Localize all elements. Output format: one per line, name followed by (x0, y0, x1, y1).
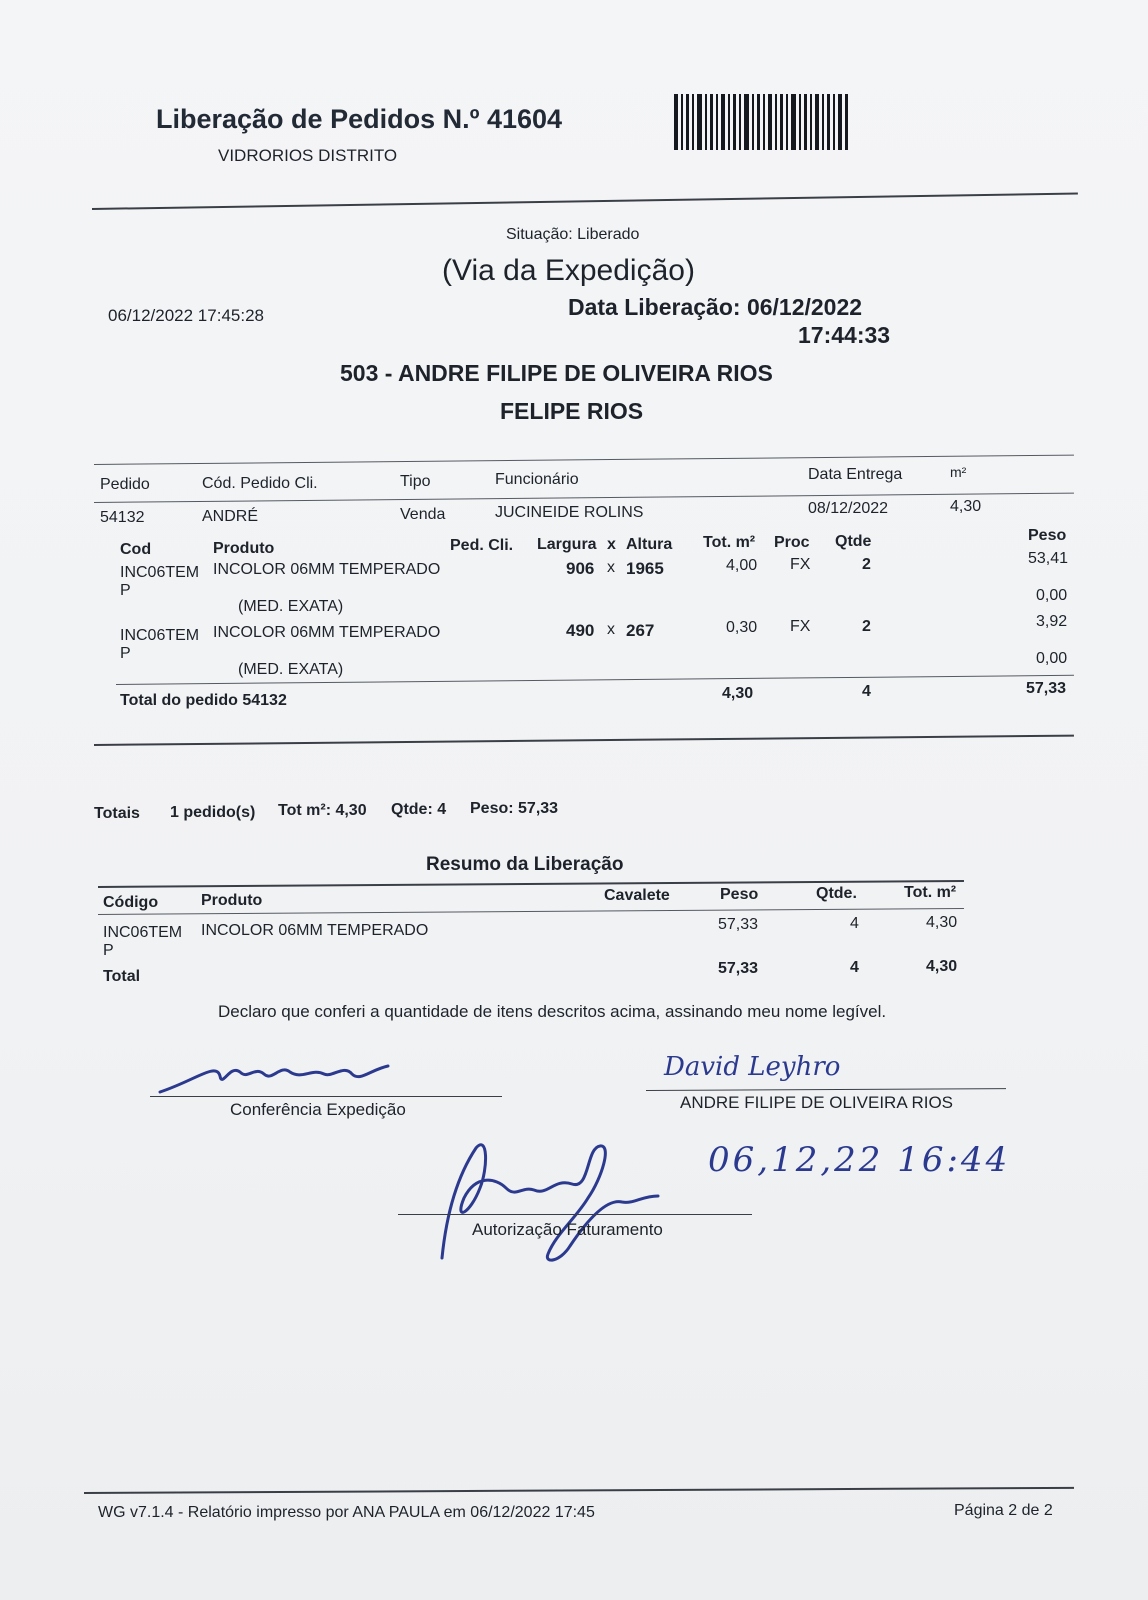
item-altura: 267 (626, 621, 655, 640)
totals-label: Totais (94, 805, 140, 822)
item-peso-extra: 0,00 (1036, 650, 1068, 667)
footer-page-number: Página 2 de 2 (954, 1502, 1053, 1519)
customer-sign-label: ANDRE FILIPE DE OLIVEIRA RIOS (680, 1093, 954, 1112)
summary-codigo-cont: P (103, 942, 114, 959)
summary-produto: INCOLOR 06MM TEMPERADO (201, 922, 429, 939)
header-divider (92, 193, 1078, 210)
order-bottom-rule (94, 735, 1074, 746)
items-col-tot-m2: Tot. m² (703, 534, 756, 551)
footer-rule (84, 1487, 1074, 1494)
conferencia-label: Conferência Expedição (230, 1100, 406, 1119)
order-funcionario: JUCINEIDE ROLINS (495, 504, 644, 521)
col-tipo: Tipo (400, 473, 431, 490)
item-produto: INCOLOR 06MM TEMPERADO (213, 624, 441, 641)
totals-peso: Peso: 57,33 (470, 800, 559, 817)
customer-name: 503 - ANDRE FILIPE DE OLIVEIRA RIOS (340, 360, 773, 386)
order-data-entrega: 08/12/2022 (808, 500, 889, 517)
handwritten-date: 06,12,22 16:44 (708, 1140, 1011, 1180)
print-timestamp: 06/12/2022 17:45:28 (108, 306, 264, 325)
items-col-x: x (607, 536, 616, 553)
conferencia-line (150, 1096, 502, 1097)
col-cod-pedido-cli: Cód. Pedido Cli. (202, 475, 318, 492)
items-col-cod: Cod (120, 541, 152, 558)
item-peso: 53,41 (1028, 550, 1069, 567)
order-m2: 4,30 (950, 498, 982, 515)
customer-sign-line (646, 1088, 1006, 1091)
document-title: Liberação de Pedidos N.º 41604 (156, 104, 563, 134)
totals-pedidos: 1 pedido(s) (170, 804, 256, 821)
item-cod: INC06TEM (120, 627, 200, 644)
order-cod-pedido-cli: ANDRÉ (202, 508, 259, 525)
order-total-peso: 57,33 (1026, 680, 1067, 697)
order-total-qtde: 4 (862, 683, 871, 700)
summary-total-peso: 57,33 (718, 960, 759, 977)
item-x: x (607, 621, 615, 638)
item-proc: FX (790, 618, 811, 635)
summary-total-m2: 4,30 (926, 958, 958, 975)
item-tot-m2: 0,30 (726, 619, 758, 636)
items-col-largura: Largura (537, 536, 597, 553)
item-x: x (607, 559, 615, 576)
item-altura: 1965 (626, 559, 664, 578)
via-label: (Via da Expedição) (442, 254, 695, 287)
conferencia-signature (156, 1050, 406, 1100)
autorizacao-line (398, 1214, 752, 1215)
order-pedido: 54132 (100, 509, 145, 526)
col-funcionario: Funcionário (495, 471, 579, 488)
item-largura: 906 (566, 559, 595, 578)
summary-peso: 57,33 (718, 916, 759, 933)
summary-title: Resumo da Liberação (426, 854, 624, 875)
status-text: Situação: Liberado (506, 226, 640, 243)
summary-col-qtde: Qtde. (816, 885, 857, 902)
summary-col-produto: Produto (201, 892, 263, 909)
footer-report-info: WG v7.1.4 - Relatório impresso por ANA PAULA em 06/12/2022 17:45 (98, 1504, 595, 1521)
barcode (674, 94, 848, 150)
order-total-m2: 4,30 (722, 685, 754, 702)
liberation-date: Data Liberação: 06/12/2022 (568, 294, 863, 320)
item-cod-cont: P (120, 645, 131, 662)
customer-signature: David Leyhro (664, 1052, 841, 1082)
item-tot-m2: 4,00 (726, 557, 758, 574)
col-data-entrega: Data Entrega (808, 466, 903, 483)
order-total-label: Total do pedido 54132 (120, 692, 287, 709)
item-peso: 3,92 (1036, 613, 1068, 630)
summary-tot-m2: 4,30 (926, 914, 958, 931)
items-col-altura: Altura (626, 536, 673, 553)
item-peso-extra: 0,00 (1036, 587, 1068, 604)
autorizacao-signature (436, 1138, 676, 1268)
item-qtde: 2 (862, 618, 871, 635)
totals-m2: Tot m²: 4,30 (278, 802, 367, 819)
summary-col-codigo: Código (103, 894, 159, 911)
company-name: VIDRORIOS DISTRITO (218, 146, 398, 165)
item-cod: INC06TEM (120, 564, 200, 581)
summary-total-label: Total (103, 968, 141, 985)
customer-short-name: FELIPE RIOS (500, 398, 644, 424)
items-col-peso: Peso (1028, 527, 1067, 544)
summary-col-cavalete: Cavalete (604, 887, 670, 904)
declaration-text: Declaro que conferi a quantidade de itens descritos acima, assinando meu nome legível. (218, 1002, 887, 1021)
item-note: (MED. EXATA) (238, 598, 344, 615)
item-proc: FX (790, 556, 811, 573)
summary-codigo: INC06TEM (103, 924, 183, 941)
col-m2: m² (950, 464, 967, 480)
summary-col-tot-m2: Tot. m² (904, 884, 957, 901)
summary-qtde: 4 (850, 915, 859, 932)
items-col-ped-cli: Ped. Cli. (450, 537, 514, 554)
item-largura: 490 (566, 621, 595, 640)
autorizacao-label: Autorização Faturamento (472, 1220, 663, 1239)
totals-qtde: Qtde: 4 (391, 801, 447, 818)
item-note: (MED. EXATA) (238, 661, 344, 678)
items-col-produto: Produto (213, 540, 275, 557)
items-col-proc: Proc (774, 534, 810, 551)
summary-col-peso: Peso (720, 886, 759, 903)
col-pedido: Pedido (100, 476, 150, 493)
item-produto: INCOLOR 06MM TEMPERADO (213, 561, 441, 578)
order-header-rule (94, 493, 1074, 503)
summary-total-qtde: 4 (850, 959, 859, 976)
order-top-rule (94, 455, 1074, 465)
items-col-qtde: Qtde (835, 533, 872, 550)
order-tipo: Venda (400, 506, 446, 523)
item-qtde: 2 (862, 556, 871, 573)
liberation-time: 17:44:33 (798, 322, 891, 348)
item-cod-cont: P (120, 582, 131, 599)
